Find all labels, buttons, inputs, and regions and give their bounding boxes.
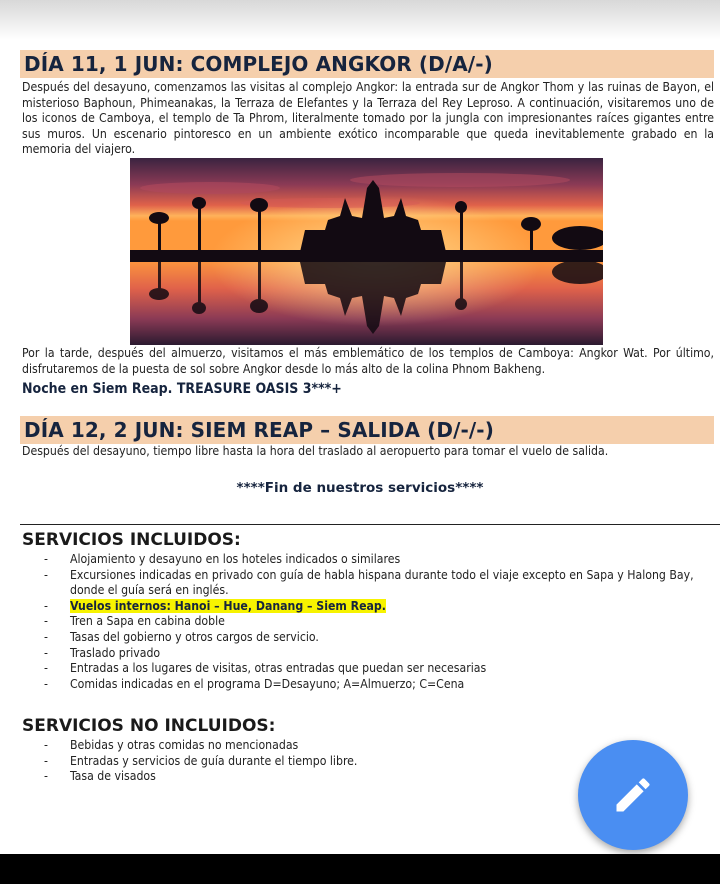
bottom-navigation-bar — [0, 854, 720, 884]
highlighted-internal-flights: Vuelos internos: Hanoi – Hue, Danang – Siem Reap. — [70, 598, 386, 613]
section-divider — [20, 524, 720, 525]
list-item: - Tasas del gobierno y otros cargos de servicio. — [44, 629, 319, 644]
edit-fab-button[interactable] — [578, 740, 688, 850]
list-item: - Tren a Sapa en cabina doble — [44, 614, 225, 629]
pencil-edit-icon — [611, 773, 655, 817]
end-of-services-note: ****Fin de nuestros servicios**** — [236, 480, 484, 496]
list-item: - Comidas indicadas en el programa D=Desayuno; A=Almuerzo; C=Cena — [44, 676, 465, 691]
top-shadow — [0, 0, 720, 40]
list-item: - Entradas y servicios de guía durante el tiempo libre. — [44, 753, 358, 768]
angkor-wat-sunset-photo — [130, 158, 603, 345]
list-item: - Tasa de visados — [44, 769, 156, 784]
included-services-list — [38, 552, 718, 692]
list-item: - Bebidas y otras comidas no mencionadas — [44, 738, 299, 752]
day11-afternoon-paragraph: Por la tarde, después del almuerzo, visitamos el más emblemático de los templos de Camboya: Angkor Wat. Por último, disfrutaremos de la puesta de sol sobre Angkor desde lo más alto de la colina Phnom Bakheng. — [22, 346, 714, 376]
day12-header: DÍA 12, 2 JUN: SIEM REAP – SALIDA (D/-/-) — [20, 416, 714, 444]
included-services-title: SERVICIOS INCLUIDOS: — [22, 530, 241, 550]
day11-header: DÍA 11, 1 JUN: COMPLEJO ANGKOR (D/A/-) — [20, 50, 714, 78]
list-item: - Entradas a los lugares de visitas, otras entradas que puedan ser necesarias — [44, 661, 487, 676]
list-item: - Excursiones indicadas en privado con guía de habla hispana durante todo el viaje excepto en Sapa y Halong Bay, donde el guía será en inglés. — [44, 567, 694, 598]
not-included-services-title: SERVICIOS NO INCLUIDOS: — [22, 716, 276, 736]
list-item: - Alojamiento y desayuno en los hoteles indicados o similares — [44, 552, 401, 566]
day12-paragraph: Después del desayuno, tiempo libre hasta la hora del traslado al aeropuerto para tomar el vuelo de salida. — [22, 444, 609, 458]
day11-intro-paragraph: Después del desayuno, comenzamos las visitas al complejo Angkor: la entrada sur de Angkor Thom y las ruinas de Bayon, el misterioso Baphoun, Phimeanakas, la Terraza de Elefantes y la Terraza del Rey Leproso. A continuación, visitaremos uno de los iconos de Camboya, el templo de Ta Phrom, literalmente tomado por la jungla con impresionantes raíces gigantes entre sus muros. Un escenario pintoresco en un ambiente exótico incomparable que queda inevitablemente grabado en la memoria del viajero. — [22, 80, 714, 157]
list-item: - Traslado privado — [44, 645, 161, 660]
day11-overnight-hotel: Noche en Siem Reap. TREASURE OASIS 3***+ — [22, 381, 342, 397]
list-item-highlighted: - Vuelos internos: Hanoi – Hue, Danang – Siem Reap. — [44, 598, 386, 613]
